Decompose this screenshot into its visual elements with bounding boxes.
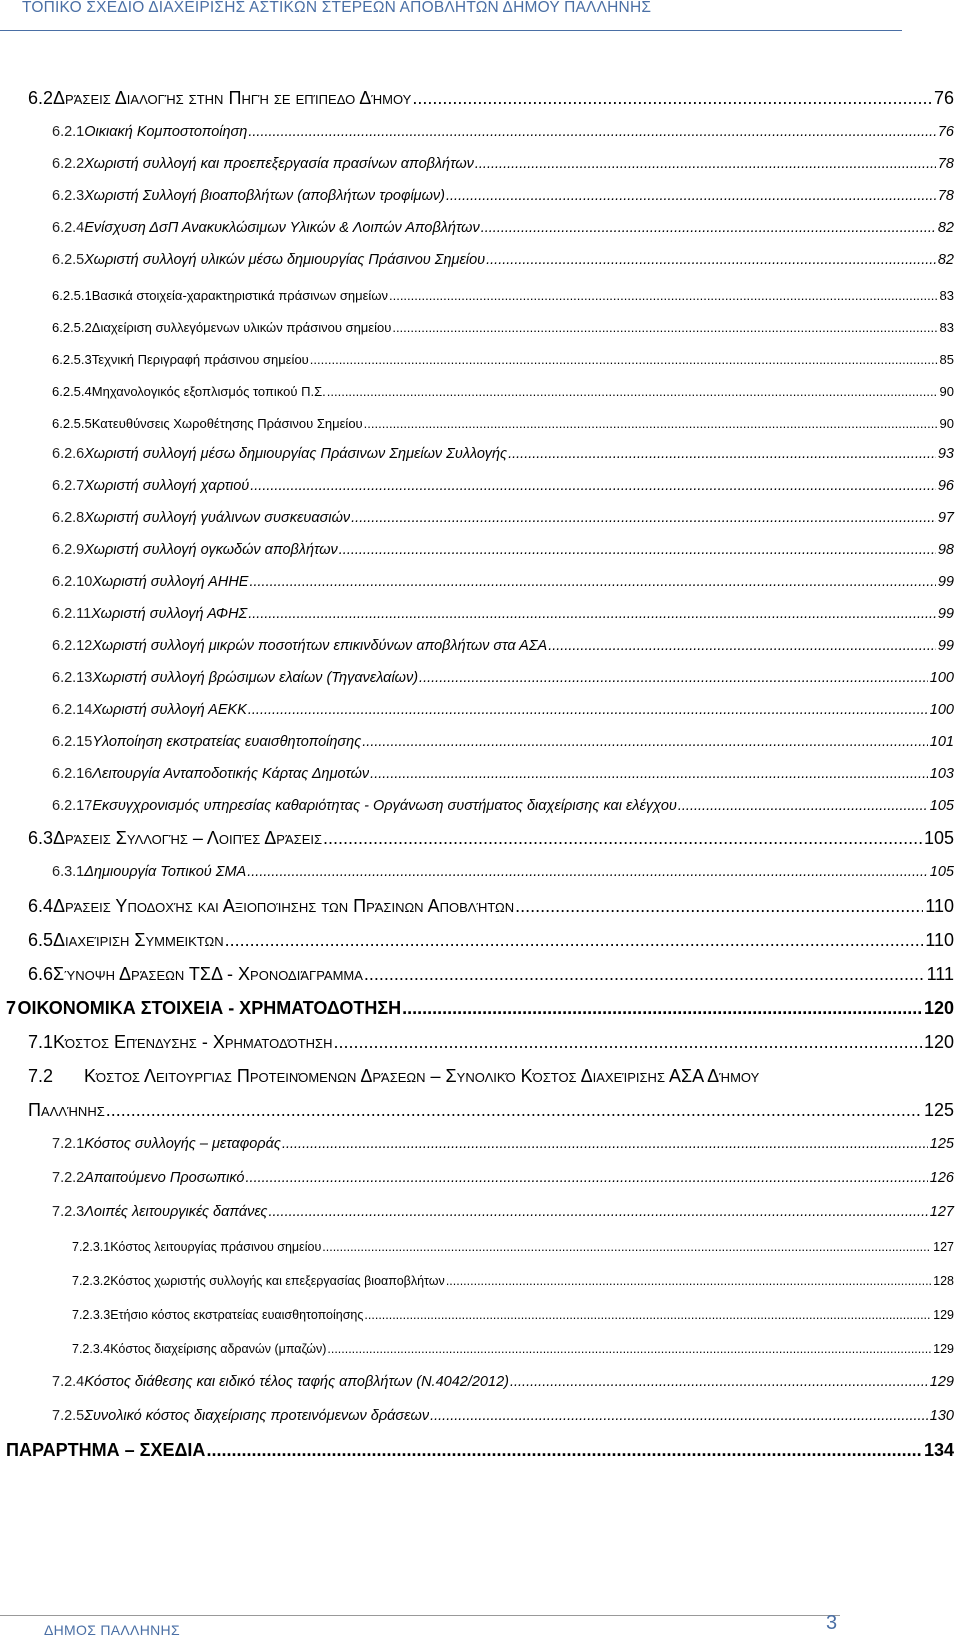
toc-entry[interactable]: [52, 1374, 954, 1390]
toc-title: Κόστος Λειτουργίας Προτεινόμενων Δράσεων – Συνολικό Κόστος Διαχείρισης ΑΣΑ Δήμου: [84, 1066, 760, 1086]
toc-number: 7.1: [28, 1032, 54, 1052]
dot-leader: [364, 1308, 931, 1322]
toc-page: 105: [929, 798, 954, 814]
toc-number: 6.2.7: [52, 478, 85, 494]
toc-title: Χωριστή Συλλογή βιοαποβλήτων (αποβλήτων τροφίμων): [84, 188, 445, 204]
toc-entry[interactable]: [52, 1170, 954, 1186]
toc-number: 7.2.2: [52, 1170, 85, 1186]
dot-leader: [402, 998, 922, 1019]
toc-title: Τεχνική Περιγραφή πράσινου σημείου: [91, 352, 309, 367]
dot-leader: [310, 352, 938, 367]
footer-municipality: ΔΗΜΟΣ ΠΑΛΛΗΝΗΣ: [44, 1622, 180, 1638]
toc-number: 6.2.11: [52, 606, 92, 622]
dot-leader: [515, 896, 923, 917]
toc-entry[interactable]: [6, 998, 954, 1019]
footer-page-number: 3: [826, 1612, 838, 1634]
toc-number: 6.2: [28, 88, 54, 108]
toc-entry-wrapped[interactable]: [28, 1066, 759, 1087]
toc-entry[interactable]: [52, 156, 954, 172]
toc-page: 97: [937, 510, 954, 526]
toc-number: 7.2.5: [52, 1408, 85, 1424]
toc-title: Υλοποίηση εκστρατείας ευαισθητοποίησης: [92, 734, 362, 750]
dot-leader: [430, 1408, 928, 1424]
toc-title: Κόστος χωριστής συλλογής και επεξεργασίας βιοαποβλήτων: [110, 1274, 445, 1288]
toc-page: 93: [937, 446, 954, 462]
dot-leader: [475, 156, 936, 172]
dot-leader: [248, 124, 936, 140]
dot-leader: [419, 670, 928, 686]
toc-number: 6.2.5.5: [52, 416, 92, 431]
toc-entry[interactable]: [28, 828, 954, 849]
dot-leader: [351, 510, 936, 526]
toc-page: 134: [923, 1440, 954, 1460]
toc-page: 129: [929, 1374, 954, 1390]
toc-entry[interactable]: [52, 574, 954, 590]
toc-title: Χωριστή συλλογή και προεπεξεργασία πρασίνων αποβλήτων: [84, 156, 474, 172]
toc-number: 6.2.5.4: [52, 384, 92, 399]
toc-entry[interactable]: [52, 220, 954, 236]
toc-title: Εκσυγχρονισμός υπηρεσίας καθαριότητας - Οργάνωση συστήματος διαχείρισης και ελέγχου: [92, 798, 677, 814]
toc-title: Δημιουργία Τοπικού ΣΜΑ: [84, 864, 247, 880]
toc-page: 128: [933, 1274, 954, 1288]
toc-page: 101: [929, 734, 954, 750]
toc-page: 103: [929, 766, 954, 782]
toc-page: 111: [926, 964, 954, 984]
toc-title: Χωριστή συλλογή ΑΕΚΚ: [92, 702, 247, 718]
toc-entry[interactable]: [72, 1240, 954, 1254]
toc-title: Οικιακή Κομποστοποίηση: [84, 124, 248, 140]
toc-entry[interactable]: [28, 88, 954, 109]
toc-entry[interactable]: [28, 930, 954, 951]
toc-number: 6.2.4: [52, 220, 85, 236]
dot-leader: [508, 446, 936, 462]
toc-number: 7.2: [28, 1066, 54, 1086]
toc-entry[interactable]: [52, 478, 954, 494]
toc-page: 98: [937, 542, 954, 558]
toc-page: 82: [937, 220, 954, 236]
toc-number: 6.2.3: [52, 188, 85, 204]
dot-leader: [370, 766, 928, 782]
toc-page: 125: [929, 1136, 954, 1152]
toc-page: 129: [933, 1308, 954, 1322]
toc-title: Κόστος Επένδυσης - Χρηματοδότηση: [53, 1032, 333, 1052]
toc-entry[interactable]: [28, 1032, 954, 1053]
toc-entry[interactable]: [52, 320, 954, 335]
toc-page: 76: [933, 88, 954, 108]
dot-leader: [322, 1240, 931, 1254]
toc-title: Μηχανολογικός εξοπλισμός τοπικού Π.Σ.: [91, 384, 326, 399]
toc-page: 127: [929, 1204, 954, 1220]
toc-entry[interactable]: [52, 252, 954, 268]
toc-number: 6.2.5.2: [52, 320, 92, 335]
toc-number: 6.2.6: [52, 446, 85, 462]
dot-leader: [248, 702, 928, 718]
toc-entry[interactable]: [52, 416, 954, 431]
toc-page: 110: [925, 930, 954, 950]
toc-number: 6.2.12: [52, 638, 93, 654]
dot-leader: [389, 288, 938, 303]
toc-title: Κόστος συλλογής – μεταφοράς: [84, 1136, 281, 1152]
toc-entry[interactable]: [72, 1274, 954, 1288]
toc-number: 6.2.13: [52, 670, 93, 686]
dot-leader: [364, 964, 925, 985]
toc-entry[interactable]: [72, 1342, 954, 1356]
toc-page: 83: [939, 288, 954, 303]
toc-page: 120: [923, 998, 954, 1018]
toc-title: ΟΙΚΟΝΟΜΙΚΑ ΣΤΟΙΧΕΙΑ - ΧΡΗΜΑΤΟΔΟΤΗΣΗ: [17, 998, 402, 1018]
toc-number: 6.2.17: [52, 798, 93, 814]
toc-title: ΠΑΡΑΡΤΗΜΑ – ΣΧΕΔΙΑ: [6, 1440, 206, 1460]
toc-number: 6.2.14: [52, 702, 93, 718]
toc-title: Χωριστή συλλογή μέσω δημιουργίας Πράσινων Σημείων Συλλογής: [84, 446, 508, 462]
dot-leader: [412, 88, 932, 109]
dot-leader: [364, 416, 938, 431]
toc-title: Δράσεις Διαλογής στην Πηγή σε επίπεδο Δήμου: [53, 88, 412, 108]
toc-number: 6.2.9: [52, 542, 85, 558]
toc-title: Διαχείριση Συμμεικτων: [53, 930, 224, 950]
toc-entry[interactable]: [52, 288, 954, 303]
toc-title: Χωριστή συλλογή ογκωδών αποβλήτων: [84, 542, 338, 558]
toc-page: 99: [937, 574, 954, 590]
toc-page: 105: [923, 828, 954, 848]
toc-page: 82: [937, 252, 954, 268]
toc-entry[interactable]: [52, 124, 954, 140]
toc-entry[interactable]: [72, 1308, 954, 1322]
toc-entry[interactable]: [52, 188, 954, 204]
dot-leader: [333, 1032, 921, 1053]
toc-number: 6.3.1: [52, 864, 85, 880]
toc-entry[interactable]: [52, 638, 954, 654]
toc-number: 6.2.10: [52, 574, 93, 590]
toc-page: 90: [939, 416, 954, 431]
toc-number: 7.2.3.3: [72, 1308, 111, 1322]
toc-title: Χωριστή συλλογή ΑΗΗΕ: [92, 574, 249, 590]
toc-number: 7.2.4: [52, 1374, 85, 1390]
dot-leader: [510, 1374, 928, 1390]
toc-number: 6.2.5.1: [52, 288, 92, 303]
toc-number: 6.2.1: [52, 124, 85, 140]
toc-title: Κατευθύνσεις Χωροθέτησης Πράσινου Σημείου: [91, 416, 363, 431]
dot-leader: [248, 606, 936, 622]
toc-entry[interactable]: [52, 542, 954, 558]
toc-page: 127: [933, 1240, 954, 1254]
dot-leader: [327, 1342, 931, 1356]
toc-number: 7.2.3.2: [72, 1274, 111, 1288]
toc-title: Σύνοψη Δράσεων ΤΣΔ - Χρονοδιάγραμμα: [53, 964, 363, 984]
dot-leader: [225, 930, 924, 951]
toc-title: Κόστος λειτουργίας πράσινου σημείου: [110, 1240, 322, 1254]
toc-title: Χωριστή συλλογή βρώσιμων ελαίων (Τηγανελαίων): [92, 670, 419, 686]
toc-number: 6.2.15: [52, 734, 93, 750]
dot-leader: [446, 1274, 931, 1288]
toc-title: Κόστος διάθεσης και ειδικό τέλος ταφής αποβλήτων (Ν.4042/2012): [84, 1374, 509, 1390]
toc-title: Ενίσχυση ΔσΠ Ανακυκλώσιμων Υλικών & Λοιπών Αποβλήτων: [84, 220, 480, 236]
dot-leader: [392, 320, 937, 335]
toc-entry[interactable]: [52, 606, 954, 622]
toc-page: 105: [929, 864, 954, 880]
running-header: ΤΟΠΙΚΟ ΣΧΕΔΙΟ ΔΙΑΧΕΙΡΙΣΗΣ ΑΣΤΙΚΩΝ ΣΤΕΡΕΩΝ ΑΠΟΒΛΗΤΩΝ ΔΗΜΟΥ ΠΑΛΛΗΝΗΣ: [0, 0, 902, 31]
toc-page: 126: [929, 1170, 954, 1186]
dot-leader: [446, 188, 936, 204]
toc-page: 99: [937, 606, 954, 622]
toc-page: 83: [939, 320, 954, 335]
toc-page: 120: [923, 1032, 954, 1052]
toc-entry[interactable]: [52, 1408, 954, 1424]
toc-entry-continuation[interactable]: [28, 1100, 954, 1121]
toc-entry[interactable]: [52, 864, 954, 880]
toc-number: 6.2.8: [52, 510, 85, 526]
toc-entry[interactable]: [6, 1440, 954, 1461]
toc-entry[interactable]: [52, 446, 954, 462]
dot-leader: [327, 384, 938, 399]
toc-entry[interactable]: [52, 1204, 954, 1220]
dot-leader: [481, 220, 936, 236]
dot-leader: [206, 1440, 922, 1461]
toc-page: 100: [929, 702, 954, 718]
toc-page: 85: [939, 352, 954, 367]
dot-leader: [106, 1100, 922, 1121]
toc-entry[interactable]: [52, 734, 954, 750]
toc-number: 7: [6, 998, 17, 1018]
toc-number: 6.2.5.3: [52, 352, 92, 367]
dot-leader: [249, 574, 935, 590]
toc-title: Χωριστή συλλογή υλικών μέσω δημιουργίας Πράσινου Σημείου: [84, 252, 486, 268]
toc-page: 78: [937, 156, 954, 172]
toc-page: 110: [925, 896, 954, 916]
toc-page: 130: [929, 1408, 954, 1424]
dot-leader: [678, 798, 928, 814]
toc-number: 7.2.1: [52, 1136, 85, 1152]
toc-title: Χωριστή συλλογή χαρτιού: [84, 478, 250, 494]
toc-number: 6.6: [28, 964, 54, 984]
toc-page: 99: [937, 638, 954, 654]
dot-leader: [339, 542, 936, 558]
toc-title: Χωριστή συλλογή γυάλινων συσκευασιών: [84, 510, 351, 526]
toc-number: 7.2.3: [52, 1204, 85, 1220]
toc-number: 6.2.5: [52, 252, 85, 268]
toc-page: 125: [923, 1100, 954, 1120]
toc-entry[interactable]: [52, 384, 954, 399]
dot-leader: [246, 1170, 928, 1186]
toc-title: Χωριστή συλλογή μικρών ποσοτήτων επικινδύνων αποβλήτων στα ΑΣΑ: [92, 638, 548, 654]
toc-title: Λειτουργία Ανταποδοτικής Κάρτας Δημοτών: [92, 766, 370, 782]
toc-title: Διαχείριση συλλεγόμενων υλικών πράσινου σημείου: [91, 320, 392, 335]
toc-number: 7.2.3.4: [72, 1342, 111, 1356]
toc-title: Συνολικό κόστος διαχείρισης προτεινόμενων δράσεων: [84, 1408, 430, 1424]
toc-title: Κόστος διαχείρισης αδρανών (μπαζών): [110, 1342, 327, 1356]
toc-page: 76: [937, 124, 954, 140]
toc-entry[interactable]: [52, 702, 954, 718]
toc-page: 90: [939, 384, 954, 399]
toc-title: Απαιτούμενο Προσωπικό: [84, 1170, 245, 1186]
dot-leader: [486, 252, 936, 268]
toc-number: 6.2.2: [52, 156, 85, 172]
toc-entry[interactable]: [52, 670, 954, 686]
toc-number: 7.2.3.1: [72, 1240, 111, 1254]
toc-entry[interactable]: [52, 352, 954, 367]
toc-title: Χωριστή συλλογή ΑΦΗΣ: [91, 606, 248, 622]
footer-divider: [0, 1615, 840, 1616]
toc-title: Λοιπές λειτουργικές δαπάνες: [84, 1204, 268, 1220]
dot-leader: [250, 478, 936, 494]
toc-number: 6.3: [28, 828, 54, 848]
dot-leader: [268, 1204, 927, 1220]
toc-title: Βασικά στοιχεία-χαρακτηριστικά πράσινων σημείων: [91, 288, 388, 303]
dot-leader: [323, 828, 922, 849]
toc-title: Ετήσιο κόστος εκστρατείας ευαισθητοποίησης: [110, 1308, 364, 1322]
toc-entry[interactable]: [52, 510, 954, 526]
dot-leader: [362, 734, 928, 750]
toc-page: 100: [929, 670, 954, 686]
toc-title-continuation: Παλλήνης: [28, 1100, 105, 1120]
toc-title: Δράσεις Υποδοχής και Αξιοποίησης των Πράσινων Αποβλήτων: [53, 896, 515, 916]
toc-entry[interactable]: [52, 798, 954, 814]
toc-entry[interactable]: [28, 964, 954, 985]
toc-page: 96: [937, 478, 954, 494]
dot-leader: [282, 1136, 928, 1152]
toc-number: 6.4: [28, 896, 54, 916]
toc-number: 6.5: [28, 930, 54, 950]
toc-entry[interactable]: [52, 766, 954, 782]
toc-title: Δράσεις Συλλογής – Λοιπές Δράσεις: [53, 828, 323, 848]
toc-entry[interactable]: [52, 1136, 954, 1152]
dot-leader: [548, 638, 936, 654]
toc-page: 78: [937, 188, 954, 204]
toc-entry[interactable]: [28, 896, 954, 917]
toc-number: 6.2.16: [52, 766, 93, 782]
dot-leader: [247, 864, 928, 880]
toc-page: 129: [933, 1342, 954, 1356]
